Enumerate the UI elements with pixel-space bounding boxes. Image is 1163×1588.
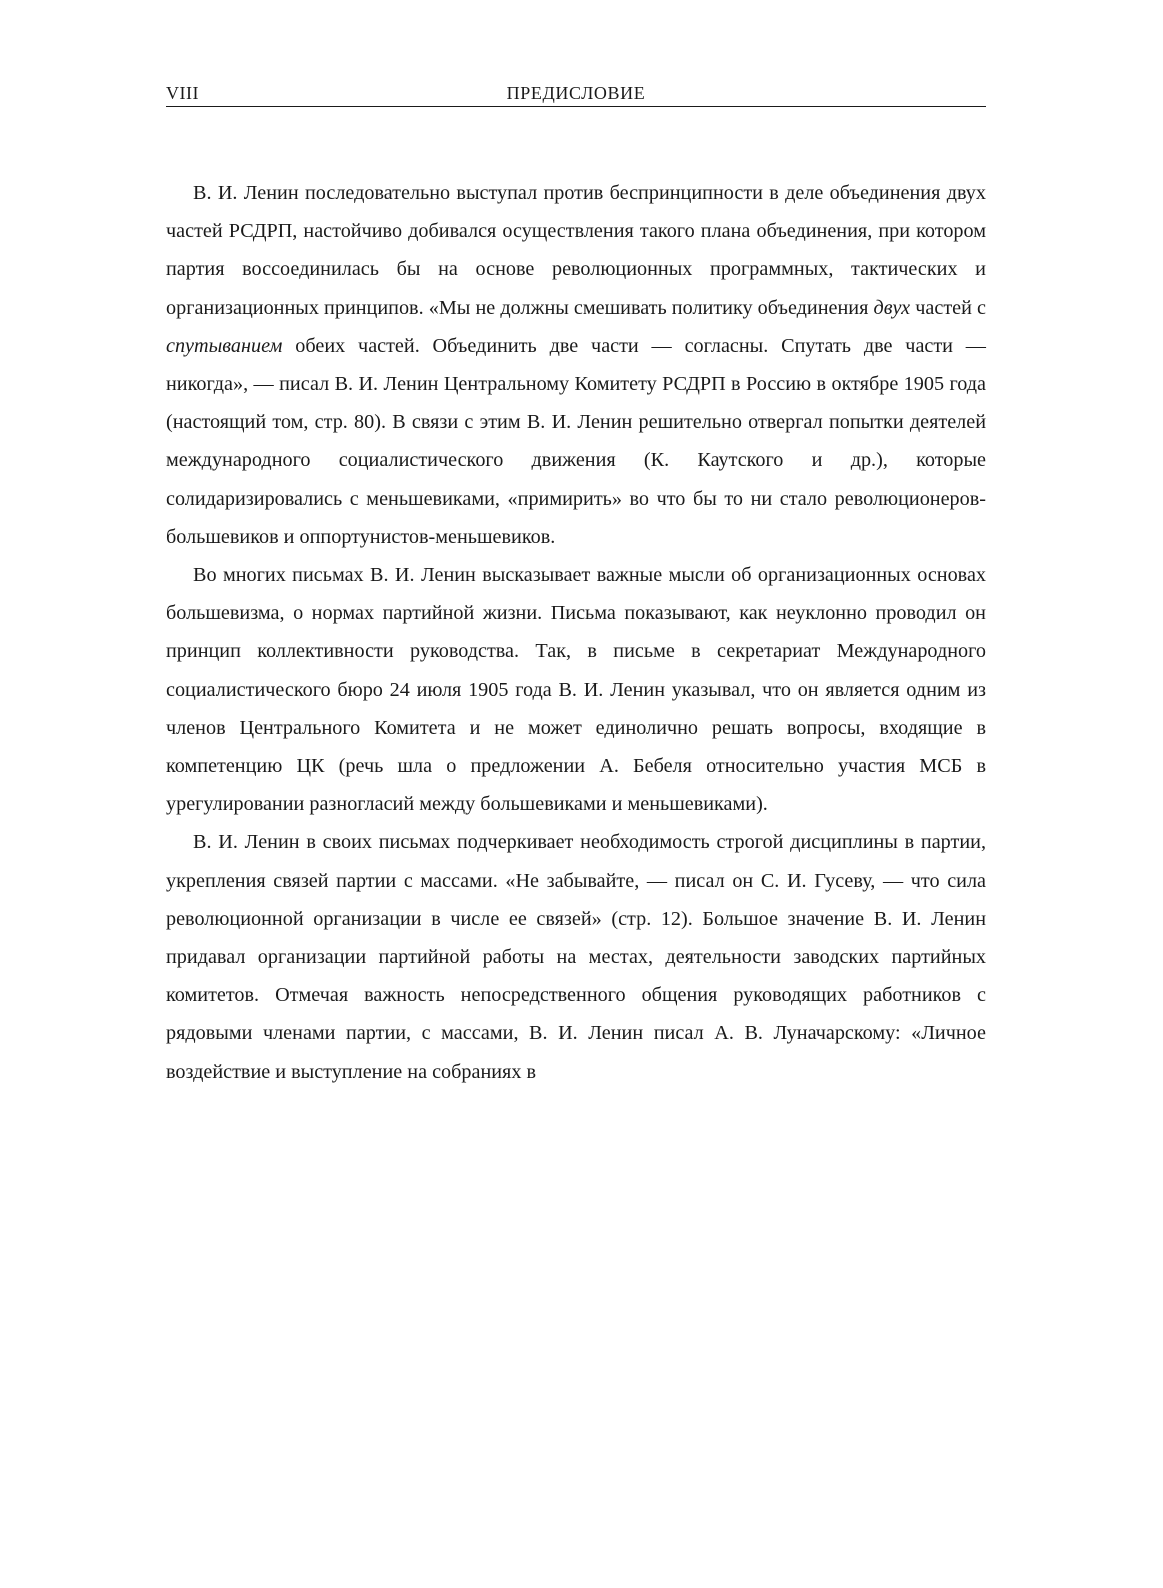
paragraph-1-italic-a: двух	[873, 296, 911, 319]
paragraph-1-text-b: частей с	[910, 296, 986, 319]
body-text	[166, 174, 986, 1091]
book-page	[166, 82, 986, 1091]
paragraph-1-text-a: В. И. Ленин последовательно выступал против беспринципности в деле объединения двух частей РСДРП, настойчиво добивался осуществления такого плана объединения, при котором партия воссоединилась бы на основе революционных программных, тактических и организационных принципов. «Мы не должны смешивать политику объединения	[166, 182, 986, 319]
running-header	[166, 82, 986, 107]
paragraph-1-text-c: обеих частей. Объединить две части — согласны. Спутать две части — никогда», — писал В. И. Ленин Центральному Комитету РСДРП в Россию в октябре 1905 года (настоящий том, стр. 80). В связи с этим В. И. Ленин решительно отвергал попытки деятелей международного социалистического движения (К. Каутского и др.), которые солидаризировались с меньшевиками, «примирить» во что бы то ни стало революционеров-большевиков и оппортунистов-меньшевиков.	[166, 334, 986, 548]
paragraph-2: Во многих письмах В. И. Ленин высказывает важные мысли об организационных основах большевизма, о нормах партийной жизни. Письма показывают, как неуклонно проводил он принцип коллективности руководства. Так, в письме в секретариат Международного социалистического бюро 24 июля 1905 года В. И. Ленин указывал, что он является одним из членов Центрального Комитета и не может единолично решать вопросы, входящие в компетенцию ЦК (речь шла о предложении А. Бебеля относительно участия МСБ в урегулировании разногласий между большевиками и меньшевиками).	[166, 564, 986, 816]
paragraph-1-italic-b: спутыванием	[166, 334, 283, 357]
paragraph-3: В. И. Ленин в своих письмах подчеркивает необходимость строгой дисциплины в партии, укрепления связей партии с массами. «Не забывайте, — писал он С. И. Гусеву, — что сила революционной организации в числе ее связей» (стр. 12). Большое значение В. И. Ленин придавал организации партийной работы на местах, деятельности заводских партийных комитетов. Отмечая важность непосредственного общения руководящих работников с рядовыми членами партии, с массами, В. И. Ленин писал А. В. Луначарскому: «Личное воздействие и выступление на собраниях в	[166, 831, 986, 1083]
paragraph-1	[166, 174, 986, 556]
page-number: VIII	[166, 83, 199, 103]
running-title: ПРЕДИСЛОВИЕ	[506, 83, 646, 103]
